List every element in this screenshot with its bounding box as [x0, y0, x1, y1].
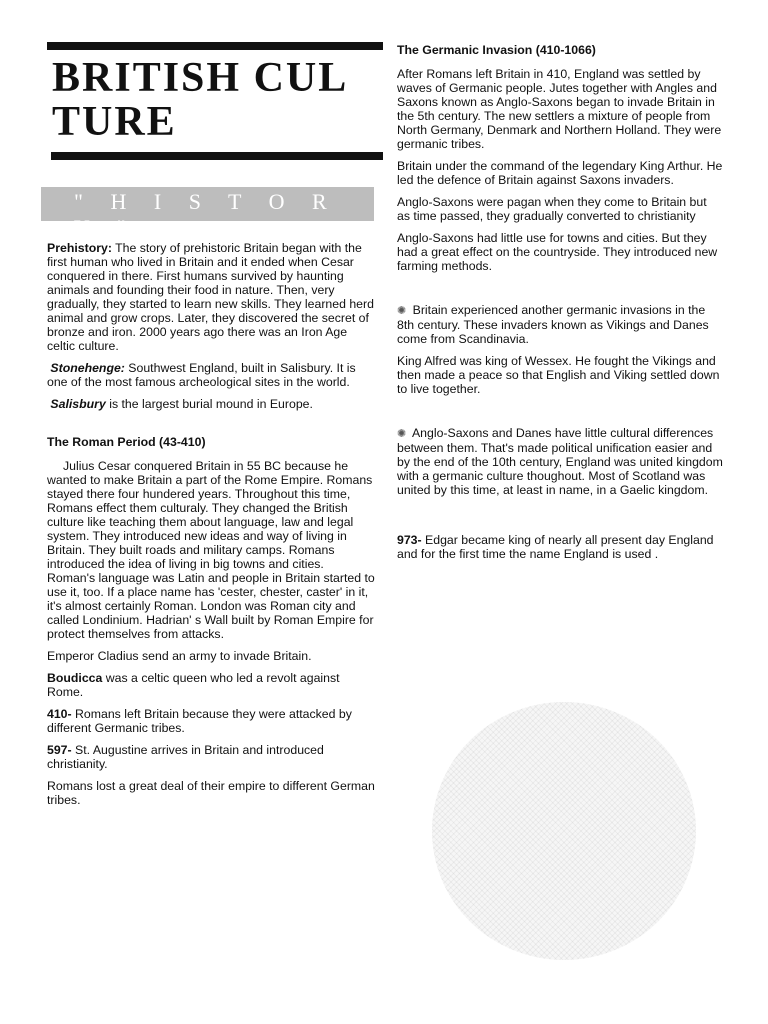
germanic-invasion-heading: The Germanic Invasion (410-1066)	[397, 43, 596, 57]
decorative-circle	[432, 702, 696, 960]
roman-loss-paragraph: Romans lost a great deal of their empire to different German tribes.	[47, 779, 375, 807]
title-line-2: TURE	[52, 99, 177, 145]
stonehenge-paragraph	[47, 361, 375, 389]
stonehenge-text: Southwest England, built in Salisbury. It is one of the most famous archeological sites in the world.	[47, 361, 356, 389]
year-410-paragraph	[47, 707, 375, 735]
page-title	[52, 56, 392, 144]
germanic-paragraph-3: Anglo-Saxons were pagan when they come to Britain but as time passed, they gradually converted to christianity	[397, 195, 707, 223]
year-410-label: 410-	[47, 707, 72, 721]
history-banner	[41, 187, 374, 240]
title-line-1: BRITISH CUL	[52, 55, 349, 101]
unification-paragraph	[397, 426, 723, 497]
year-597-label: 597-	[47, 743, 72, 757]
germanic-paragraph-4: Anglo-Saxons had little use for towns and cities. But they had a great effect on the countryside. They introduced new farming methods.	[397, 231, 718, 273]
roman-period-paragraph: Julius Cesar conquered Britain in 55 BC because he wanted to make Britain a part of the Rome Empire. Romans stayed there four hundered years. Throughout this time, Romans effect them culturaly. They changed the British culture like teaching them about language, law and legal system. They introduced new ideas and way of living in Britain. They built roads and military camps. Romans introduced the idea of living in big towns and cities. Roman's language was Latin and people in Britain started to use it, too. If a place name has 'cester, chester, caster' in it, it's almost certainly Roman. London was Roman city and called Londinium. Hadrian' s Wall built by Roman Empire for protect themselves from attacks.	[47, 459, 375, 641]
viking-paragraph-1	[397, 303, 723, 346]
sunburst-icon: ✺	[397, 428, 407, 440]
roman-period-heading: The Roman Period (43-410)	[47, 435, 206, 449]
germanic-paragraph-2: Britain under the command of the legendary King Arthur. He led the defence of Britain against Saxons invaders.	[397, 159, 723, 187]
germanic-paragraph-1: After Romans left Britain in 410, England was settled by waves of Germanic people. Jutes together with Angles and Saxons known as Anglo-Saxons began to invade Britain in the 5th century. The new settlers a mixture of people from North Germany, Denmark and Northern Holland. They were germanic tribes.	[397, 67, 722, 151]
left-column	[47, 241, 375, 815]
viking-text-1: Britain experienced another germanic invasions in the 8th century. These invaders known as Vikings and Danes come from Scandinavia.	[397, 303, 709, 346]
boudicca-paragraph	[47, 671, 375, 699]
salisbury-label: Salisbury	[50, 397, 106, 411]
prehistory-text: The story of prehistoric Britain began with the first human who lived in Britain and it ended when Cesar conquered in there. First humans survived by haunting animals and founding their food in nature. Then, very gradually, they started to learn new skills. They learned herd animal and grow crops. Later, they discovered the secret of bronze and iron. 2000 years ago there was an Iron Age celtic culture.	[47, 241, 374, 353]
boudicca-label: Boudicca	[47, 671, 103, 685]
title-rule-bottom	[51, 152, 383, 160]
year-597-paragraph	[47, 743, 375, 771]
claudius-paragraph: Emperor Cladius send an army to invade Britain.	[47, 649, 312, 663]
right-column	[397, 43, 723, 569]
year-973-paragraph	[397, 533, 723, 561]
prehistory-paragraph	[47, 241, 375, 353]
boudicca-text: was a celtic queen who led a revolt against Rome.	[47, 671, 340, 699]
prehistory-label: Prehistory:	[47, 241, 112, 255]
sunburst-icon: ✺	[397, 305, 407, 317]
unification-text: Anglo-Saxons and Danes have little cultural differences between them. That's made political unification easier and by the end of the 10th century, England was united kingdom with a germanic culture thoughout. Most of Scotland was united by this time, at least in name, in a Gaelic kingdom.	[397, 426, 723, 497]
salisbury-text: is the largest burial mound in Europe.	[105, 397, 313, 411]
title-rule-top	[47, 42, 383, 50]
year-973-label: 973-	[397, 533, 422, 547]
salisbury-paragraph	[47, 397, 375, 411]
year-973-text: Edgar became king of nearly all present day England and for the first time the name England is used .	[397, 533, 714, 561]
viking-paragraph-2: King Alfred was king of Wessex. He fought the Vikings and then made a peace so that English and Viking settled down to live together.	[397, 354, 720, 396]
year-410-text: Romans left Britain because they were attacked by different Germanic tribes.	[47, 707, 352, 735]
stonehenge-label: Stonehenge:	[50, 361, 125, 375]
history-banner-label: " H I S T O R Y "	[74, 189, 338, 240]
year-597-text: St. Augustine arrives in Britain and introduced christianity.	[47, 743, 324, 771]
